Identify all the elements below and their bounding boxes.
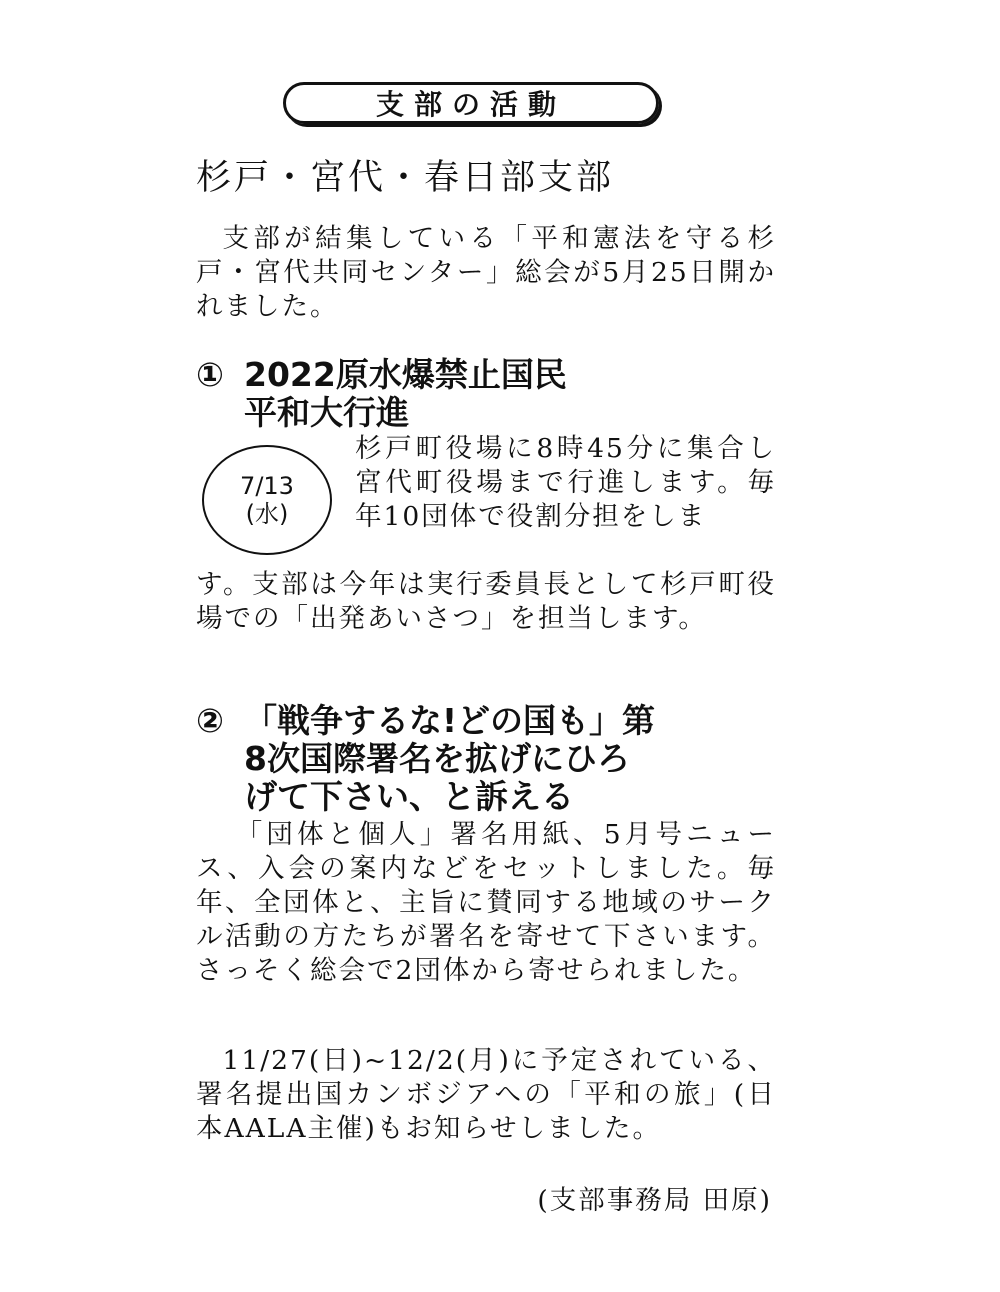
event-date: 7/13 [240,472,294,500]
item2-title-line3: げて下さい、と訴える [244,777,574,816]
item1-title-line2: 平和大行進 [244,393,409,432]
date-circle [202,445,332,555]
item2-paragraph1: 「団体と個人」署名用紙、5月号ニュース、入会の案内などをセットしました。毎年、全団体と、主旨に賛同する地域のサークル活動の方たちが署名を寄せて下さいます。さっそく総会で2団体から寄せられました。 [196,819,776,986]
branch-name: 杉戸・宮代・春日部支部 [196,158,615,198]
section-banner [283,82,659,124]
item1-heading [196,356,776,432]
item2-title-line1: 「戦争するな!どの国も」第 [244,701,656,740]
intro-paragraph: 支部が結集している「平和憲法を守る杉戸・宮代共同センター」総会が5月25日開かれました。 [196,223,776,322]
event-weekday: (水) [245,500,289,528]
item1-text-head: 杉戸町役場に8時45分に集合し宮代町役場まで行進します。毎年10団体で役割分担をしま [355,433,776,532]
item2-title-line2: 8次国際署名を拡げにひろ [244,739,630,778]
item1-number: ① [196,355,224,394]
banner-title: 支部の活動 [375,88,566,121]
item1-text-tail: す。支部は今年は実行委員長として杉戸町役場での「出発あいさつ」を担当します。 [196,569,776,634]
item1-title-line1: 2022原水爆禁止国民 [244,355,567,394]
item2-heading [196,702,776,816]
signature: (支部事務局 田原) [537,1185,772,1216]
item2-number: ② [196,701,224,740]
item2-paragraph2: 11/27(日)~12/2(月)に予定されている、署名提出国カンボジアへの「平和の旅」(日本AALA主催)もお知らせしました。 [196,1045,776,1144]
